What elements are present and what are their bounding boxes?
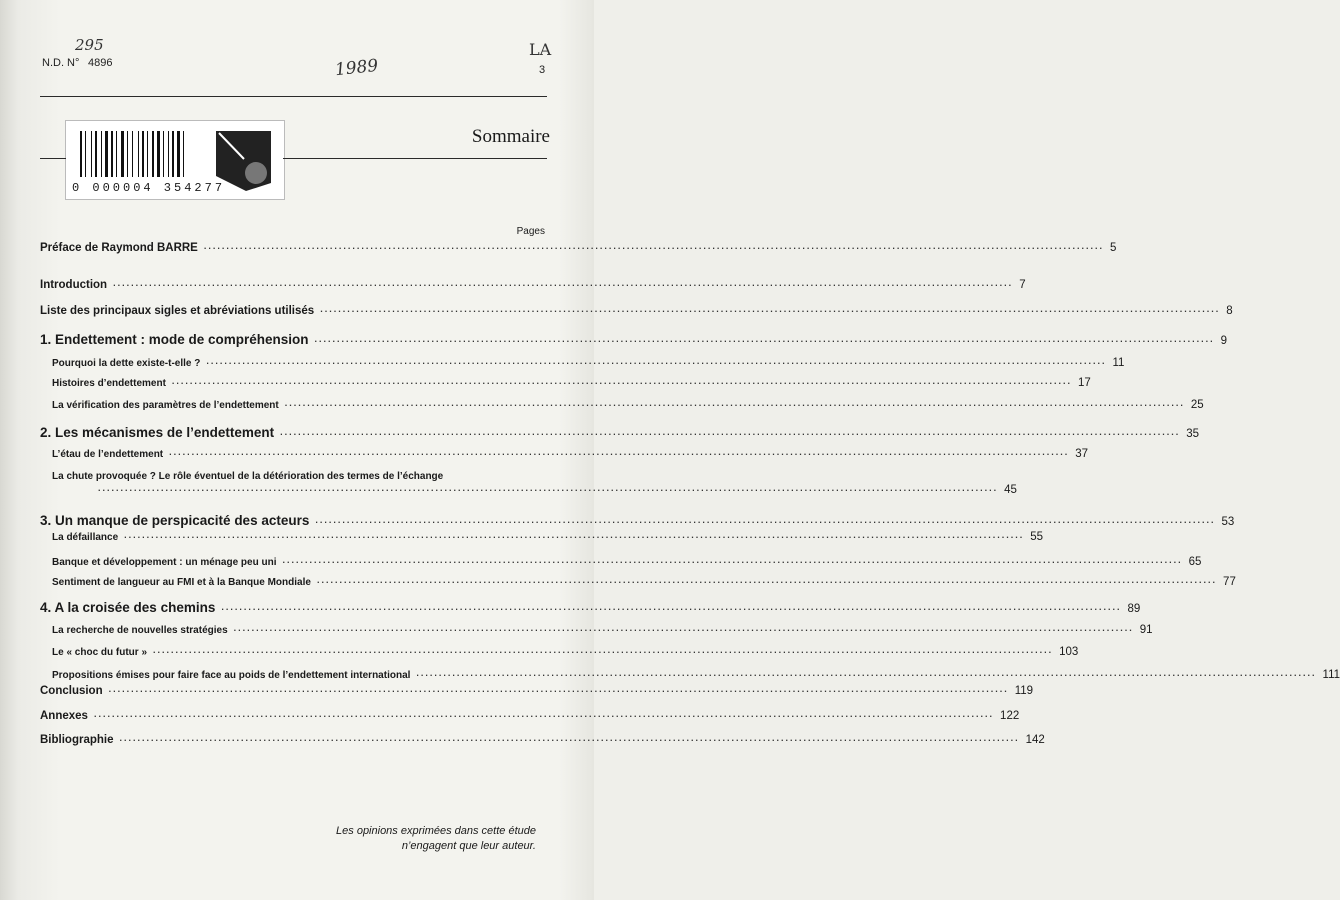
toc-entry-text: 3. Un manque de perspicacité des acteurs	[40, 513, 310, 528]
toc-page-number: 103	[1059, 646, 1079, 658]
toc-entry-text: Liste des principaux sigles et abréviations utilisés	[40, 305, 315, 317]
toc-entry[interactable]	[52, 376, 1091, 389]
toc-leader-dots: ........................................................................................................................................................................................................	[171, 376, 1073, 386]
toc-page-number: 77	[1223, 576, 1236, 588]
toc-leader-dots: ........................................................................................................................................................................................................	[284, 398, 1185, 408]
toc-entry-text: Histoires d’endettement	[52, 378, 166, 389]
toc-leader-dots: ........................................................................................................................................................................................................	[416, 668, 1317, 678]
reference-label: N.D. N°	[42, 57, 80, 69]
toc-leader-dots: ........................................................................................................................................................................................................	[282, 555, 1183, 565]
toc-leader-dots: ........................................................................................................................................................................................................	[316, 575, 1218, 585]
toc-entry-text: Conclusion	[40, 685, 103, 697]
toc-entry[interactable]	[40, 304, 1233, 317]
toc-leader-dots: ........................................................................................................................................................................................................	[108, 684, 1009, 694]
toc-leader-dots: ........................................................................................................................................................................................................	[233, 623, 1134, 633]
disclaimer-line-1: Les opinions exprimées dans cette étude	[336, 825, 536, 837]
toc-entry-text: Bibliographie	[40, 734, 114, 746]
toc-entry[interactable]	[52, 447, 1089, 460]
toc-entry-text: Introduction	[40, 279, 108, 291]
toc-page-number: 11	[1112, 357, 1125, 369]
handwritten-initials: LA	[529, 40, 552, 59]
toc-entry-text: La chute provoquée ? Le rôle éventuel de la détérioration des termes de l’échange	[52, 471, 444, 482]
barcode-sticker	[65, 120, 285, 200]
toc-entry-text: 2. Les mécanismes de l’endettement	[40, 425, 275, 440]
toc-page-number: 111	[1322, 669, 1340, 681]
toc-leader-dots: ........................................................................................................................................................................................................	[98, 483, 999, 493]
title-rule-right	[283, 158, 547, 159]
toc-page-number: 89	[1127, 603, 1141, 615]
toc-entry[interactable]	[52, 645, 1079, 658]
toc-page-number: 25	[1190, 399, 1204, 411]
toc-entry-text: Annexes	[40, 710, 88, 722]
toc-page-number: 7	[1019, 279, 1026, 291]
toc-page-number: 91	[1139, 624, 1153, 636]
toc-leader-dots: ........................................................................................................................................................................................................	[221, 602, 1122, 612]
toc-page-number: 53	[1221, 516, 1235, 528]
toc-page-number: 9	[1220, 335, 1228, 347]
toc-chapter-entry[interactable]	[40, 600, 1141, 615]
toc-entry-text: Le « choc du futur »	[52, 647, 148, 658]
toc-entry[interactable]	[92, 483, 1017, 496]
pages-column-label: Pages	[516, 226, 545, 237]
handwritten-number: 295	[75, 36, 104, 54]
toc-chapter-entry[interactable]	[40, 425, 1200, 440]
toc-entry-text: 1. Endettement : mode de compréhension	[40, 332, 309, 347]
toc-entry[interactable]	[52, 555, 1202, 568]
disclaimer-note	[336, 824, 536, 854]
toc-leader-dots: ........................................................................................................................................................................................................	[124, 530, 1025, 540]
toc-page-number: 8	[1226, 305, 1233, 317]
toc-entry-text: La défaillance	[52, 532, 119, 543]
toc-entry[interactable]	[52, 530, 1044, 543]
toc-leader-dots: ........................................................................................................................................................................................................	[280, 427, 1181, 437]
toc-leader-dots: ........................................................................................................................................................................................................	[203, 241, 1104, 251]
toc-leader-dots: ........................................................................................................................................................................................................	[206, 356, 1107, 366]
toc-leader-dots: ........................................................................................................................................................................................................	[93, 709, 995, 719]
toc-page-number: 142	[1025, 734, 1045, 746]
toc-entry[interactable]	[40, 278, 1026, 291]
toc-entry[interactable]	[40, 684, 1034, 697]
page-number: 3	[539, 64, 546, 76]
toc-entry-text: 4. A la croisée des chemins	[40, 600, 216, 615]
toc-entry-text: Sentiment de langueur au FMI et à la Banque Mondiale	[52, 577, 311, 588]
handwritten-year: 1989	[334, 55, 380, 81]
toc-entry[interactable]	[52, 623, 1153, 636]
header-rule	[40, 96, 547, 97]
title-rule-left	[40, 158, 66, 159]
toc-leader-dots: ........................................................................................................................................................................................................	[315, 515, 1216, 525]
toc-leader-dots: ........................................................................................................................................................................................................	[169, 447, 1070, 457]
toc-page-number: 122	[1000, 710, 1020, 722]
page-title: Sommaire	[471, 126, 550, 147]
toc-entry-text: Banque et développement : un ménage peu uni	[52, 557, 277, 568]
toc-page-number: 5	[1109, 242, 1117, 254]
toc-entry-text: Pourquoi la dette existe-t-elle ?	[52, 358, 201, 369]
reference-number: 4896	[88, 57, 113, 69]
toc-page-number: 65	[1188, 556, 1202, 568]
toc-entry-text: Propositions émises pour faire face au poids de l’endettement international	[52, 670, 411, 681]
toc-leader-dots: ........................................................................................................................................................................................................	[113, 278, 1014, 288]
toc-chapter-entry[interactable]	[40, 513, 1235, 528]
toc-entry-text: Préface de Raymond BARRE	[40, 242, 198, 254]
toc-page-number: 119	[1014, 685, 1034, 697]
toc-page-number: 55	[1030, 531, 1044, 543]
toc-page-number: 45	[1004, 484, 1017, 496]
toc-entry[interactable]	[40, 733, 1045, 746]
toc-entry[interactable]	[52, 356, 1125, 369]
toc-entry[interactable]	[52, 668, 1340, 681]
toc-entry[interactable]	[52, 575, 1236, 588]
disclaimer-line-2: n’engagent que leur auteur.	[401, 840, 536, 852]
toc-entry-text: La vérification des paramètres de l’endettement	[52, 400, 279, 411]
barcode-digits: 0 000004 354277	[72, 181, 226, 195]
toc-page-number: 17	[1078, 377, 1091, 389]
toc-leader-dots: ........................................................................................................................................................................................................	[314, 334, 1215, 344]
toc-entry[interactable]	[52, 398, 1204, 411]
toc-entry[interactable]	[40, 709, 1020, 722]
toc-entry-text: L’étau de l’endettement	[52, 449, 164, 460]
toc-leader-dots: ........................................................................................................................................................................................................	[153, 645, 1054, 655]
toc-page-number: 37	[1075, 448, 1089, 460]
toc-page-number: 35	[1186, 428, 1200, 440]
toc-leader-dots: ........................................................................................................................................................................................................	[320, 304, 1221, 314]
toc-entry-text: La recherche de nouvelles stratégies	[52, 625, 228, 636]
toc-chapter-entry[interactable]	[40, 332, 1228, 347]
toc-entry[interactable]	[40, 241, 1117, 254]
toc-leader-dots: ........................................................................................................................................................................................................	[119, 733, 1020, 743]
